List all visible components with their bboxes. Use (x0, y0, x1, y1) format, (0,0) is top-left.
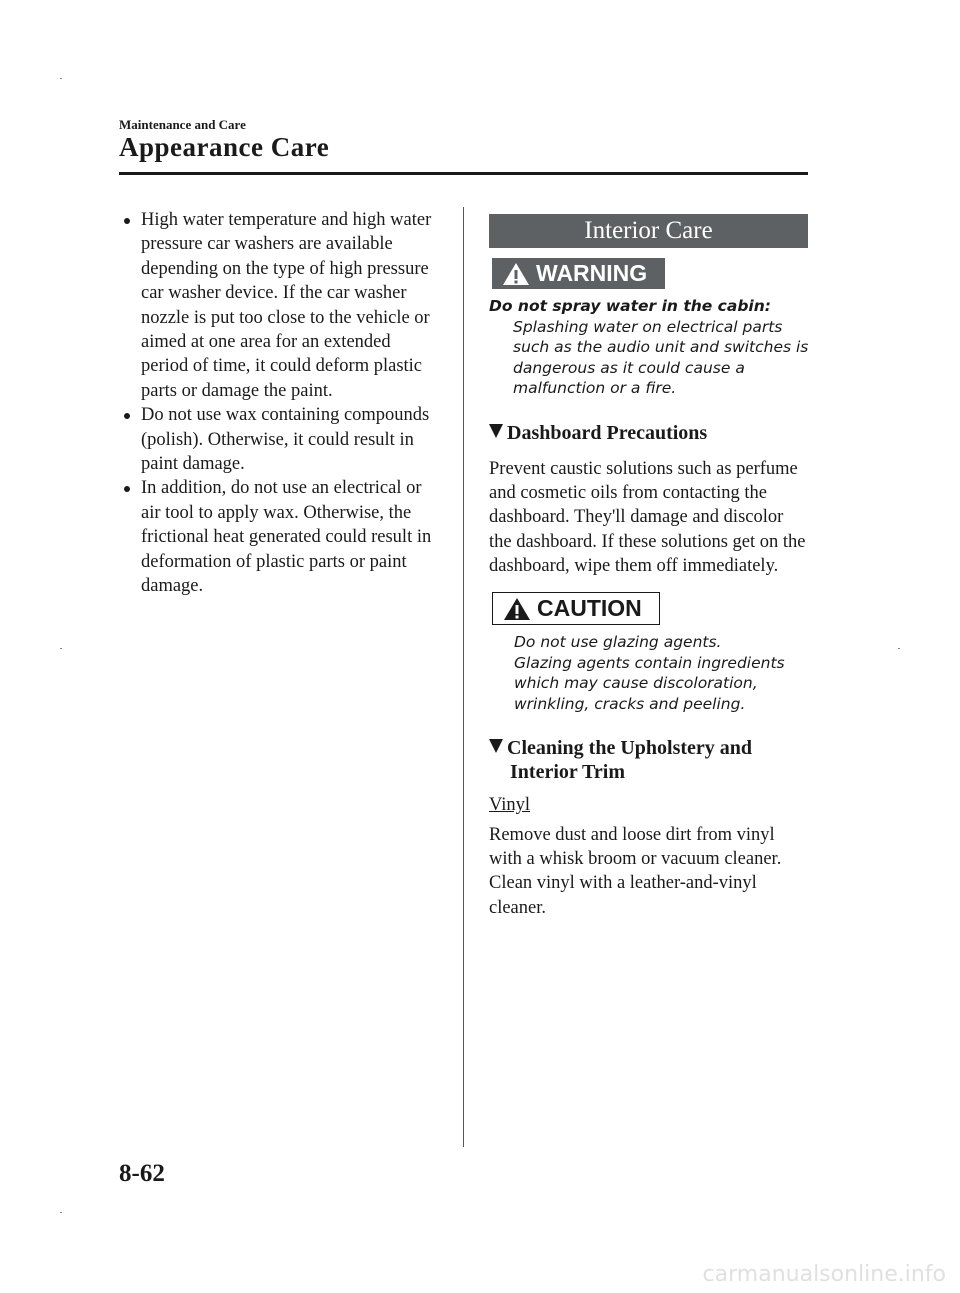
crop-mark (60, 78, 62, 79)
bullet-icon (124, 413, 130, 419)
crop-mark (898, 648, 900, 649)
title-rule (119, 172, 808, 175)
left-column (119, 208, 439, 599)
dashboard-heading-text: Dashboard Precautions (507, 422, 708, 444)
bullet-text: In addition, do not use an electrical or air tool to apply wax. Otherwise, the frictional heat generated could result in deformation of plastic parts or paint damage. (141, 478, 432, 597)
bullet-item (119, 403, 439, 476)
caution-badge (492, 592, 660, 625)
column-divider (463, 207, 464, 1147)
warning-badge (492, 258, 665, 289)
bullet-text: Do not use wax containing compounds (polish). Otherwise, it could result in paint damage. (141, 405, 430, 475)
section-label: Maintenance and Care (119, 117, 246, 132)
triangle-down-icon (489, 424, 503, 438)
page-number: 8-62 (119, 1160, 165, 1187)
bullet-text: High water temperature and high water pressure car washers are available depending on the type of high pressure car washer device. If the car washer nozzle is put too close to the vehicle or aimed at one area for an extended period of time, it could deform plastic parts or damage the paint. (141, 210, 432, 401)
dashboard-heading (489, 421, 707, 445)
caution-block (514, 632, 804, 715)
caution-text: Do not use glazing agents. (514, 633, 722, 651)
warning-text: Splashing water on electrical parts such as the audio unit and switches is dangerous as it could cause a malfunction or a fire. (513, 317, 809, 397)
page-title: Appearance Care (119, 132, 330, 162)
vinyl-paragraph: Remove dust and loose dirt from vinyl with a whisk broom or vacuum cleaner. Clean vinyl with a leather-and-vinyl cleaner. (489, 825, 782, 918)
warning-icon (502, 262, 530, 286)
bullet-icon (124, 486, 130, 492)
warning-lead: Do not spray water in the cabin: (489, 297, 771, 315)
triangle-down-icon (489, 739, 503, 753)
dashboard-paragraph: Prevent caustic solutions such as perfume and cosmetic oils from contacting the dashboard. They'll damage and discolor the dashboard. If these solutions get on the dashboard, wipe them off immediately. (489, 459, 806, 576)
bullet-icon (124, 218, 130, 224)
upholstery-heading-line: Cleaning the Upholstery and (507, 737, 753, 759)
caution-text: Glazing agents contain ingredients which may cause discoloration, wrinkling, cracks and peeling. (514, 653, 785, 714)
section-banner: Interior Care (489, 214, 808, 248)
warning-icon (503, 597, 531, 621)
bullet-item (119, 208, 439, 403)
crop-mark (60, 648, 62, 649)
crop-mark (60, 1212, 62, 1213)
caution-label: CAUTION (537, 595, 642, 621)
watermark: carmanualsonline.info (702, 1262, 946, 1287)
upholstery-heading-line: Interior Trim (510, 761, 625, 783)
vinyl-subheading: Vinyl (489, 795, 531, 815)
warning-label: WARNING (536, 260, 648, 286)
upholstery-heading (489, 736, 752, 784)
warning-block (489, 296, 809, 399)
bullet-item (119, 476, 439, 598)
